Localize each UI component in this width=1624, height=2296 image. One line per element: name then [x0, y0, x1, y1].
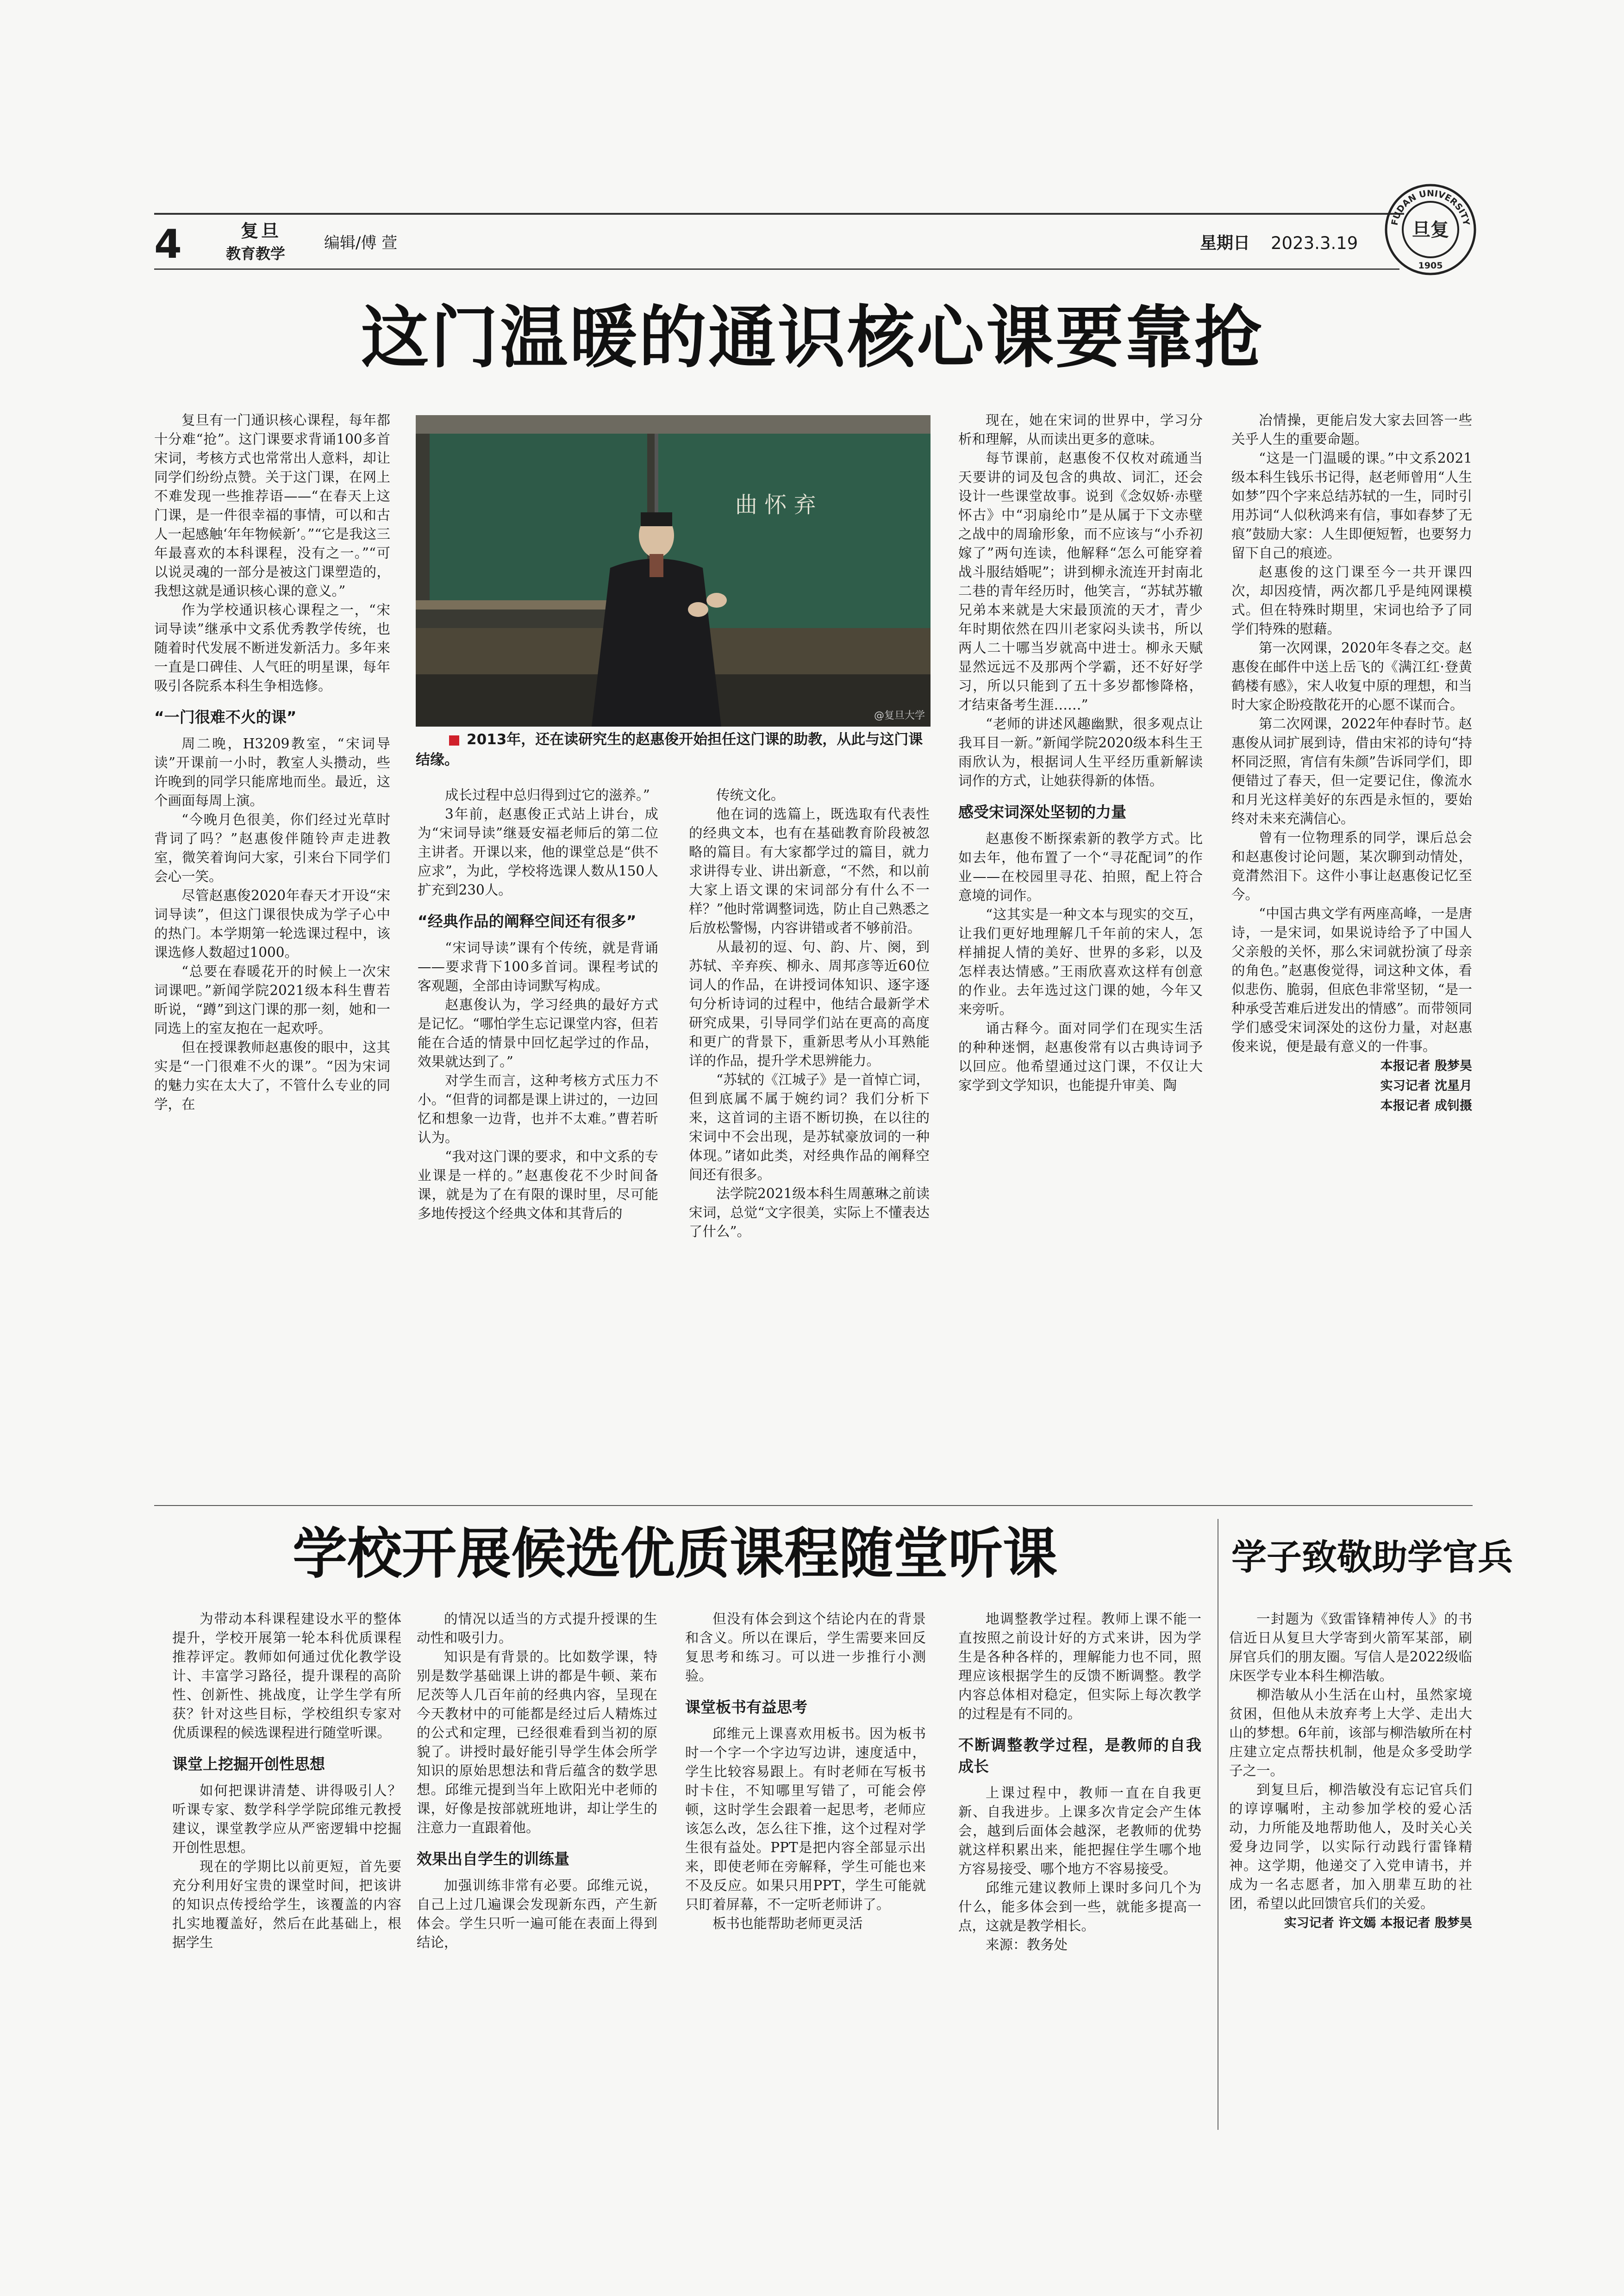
paragraph: 法学院2021级本科生周蕙琳之前读宋词，总觉“文字很美，实际上不懂表达了什么”。: [689, 1186, 930, 1239]
byline: 实习记者 许文嫣 本报记者 殷梦昊: [1284, 1916, 1472, 1930]
paragraph: 板书也能帮助老师更灵活: [712, 1916, 863, 1931]
paragraph: 作为学校通识核心课程之一，“宋词导读”继承中文系优秀教学传统，也随着时代发展不断迸发新活力。多年来一直是口碑佳、人气旺的明星课，每年吸引各院系本科生争相选修。: [154, 602, 390, 694]
photo-watermark: @复旦大学: [874, 710, 925, 722]
page-number: 4: [154, 221, 182, 268]
paper-name: 复旦: [241, 220, 282, 241]
paragraph: 知识是有背景的。比如数学课，特别是数学基础课上讲的都是牛顿、莱布尼茨等人几百年前的经典内容，呈现在今天教材中的可能都是经过后人精炼过的公式和定理，已经很难看到当初的原貌了。讲授时最好能引导学生体会所学知识的原始思想法和背后蕴含的数学思想。邱维元提到当年上欧阳光中老师的课，好像是按部就班地讲，却让学生的注意力一直跟着他。: [417, 1649, 657, 1836]
paragraph: 传统文化。: [716, 787, 785, 803]
photo-caption: [416, 729, 931, 770]
paragraph: 复旦有一门通识核心课程，每年都十分难“抢”。这门课要求背诵100多首宋词，考核方式也常常出人意料，却让同学们纷纷点赞。关于这门课，在网上不难发现一些推荐语——“在春天上这门课，是一件很幸福的事情，可以和古人一起感触‘年年物候新’。”“它是我这三年最喜欢的本科课程，没有之一。”“可以说灵魂的一部分是被这门课塑造的，我想这就是通识核心课的意义。”: [154, 412, 390, 599]
article-2-headline: 学校开展候选优质课程随堂听课: [292, 1521, 1057, 1586]
article-2-col-3: [685, 1610, 926, 1933]
subheading: “一门很难不火的课”: [154, 708, 297, 726]
logo-ring-text: FUDAN UNIVERSITY: [1389, 188, 1472, 226]
page-header: [0, 0, 1624, 278]
paragraph: 到复旦后，柳浩敏没有忘记官兵们的谆谆嘱咐，主动参加学校的爱心活动，力所能及地帮助他人，及时关心关爱身边同学，以实际行动践行雷锋精神。这学期，他递交了入党申请书，并成为一名志愿者，加入朋辈互助的社团，希望以此回馈官兵们的关爱。: [1229, 1782, 1472, 1911]
paragraph: 第二次网课，2022年仲春时节。赵惠俊从词扩展到诗，借由宋祁的诗句“持杯同泛照，宵信有朱颜”告诉同学们，即便错过了春天，但一定要记住，像流水和月光这样美好的东西是永恒的，要始终对未来充满信心。: [1231, 716, 1472, 827]
paragraph: “中国古典文学有两座高峰，一是唐诗，一是宋词，如果说诗给予了中国人父亲般的关怀，那么宋词就扮演了母亲的角色。”赵惠俊觉得，词这种文体，看似悲伤、脆弱，但底色非常坚韧，“是一种承受苦难后迸发出的情感”。而带领同学们感受宋词深处的这份力量，对赵惠俊来说，便是最有意义的一件事。: [1231, 906, 1472, 1054]
caption-marker-icon: [449, 735, 459, 746]
article-1-col-2: [418, 786, 658, 1223]
paragraph: 如何把课讲清楚、讲得吸引人？听课专家、数学科学学院邱维元教授建议，课堂教学应从严密逻辑中挖掘开创性思想。: [172, 1783, 401, 1855]
byline: 本报记者 殷梦昊: [1380, 1059, 1472, 1073]
article-3-col-1: [1229, 1610, 1472, 1933]
paragraph: “这是一门温暖的课。”中文系2021级本科生钱乐书记得，赵老师曾用“人生如梦”四个字来总结苏轼的一生，同时引用苏词“人似秋鸿来有信，事如春梦了无痕”鼓励大家：人生即便短暂，也要努力留下自己的痕迹。: [1231, 450, 1472, 561]
paragraph: 地调整教学过程。教师上课不能一直按照之前设计好的方式来讲，因为学生是各种各样的，理解能力也不同，照理应该根据学生的反馈不断调整。教学内容总体相对稳定，但实际上每次教学的过程是有不同的。: [958, 1611, 1201, 1722]
paragraph: 但在授课教师赵惠俊的眼中，这其实是“一门很难不火的课”。“因为宋词的魅力实在太大了，不管什么专业的同学，在: [154, 1039, 390, 1112]
article-1-headline: 这门温暖的通识核心课要靠抢: [361, 299, 1264, 377]
subheading: “经典作品的阐释空间还有很多”: [418, 912, 637, 930]
article-1-col-4: [958, 411, 1203, 1095]
paragraph: 一封题为《致雷锋精神传人》的书信近日从复旦大学寄到火箭军某部，刷屏官兵们的朋友圈。写信人是2022级临床医学专业本科生柳浩敏。: [1229, 1611, 1472, 1684]
paragraph: 邱维元建议教师上课时多问几个为什么，能多体会到一些，就能多提高一点，这就是教学相长。: [958, 1880, 1201, 1934]
paragraph: 的情况以适当的方式提升授课的生动性和吸引力。: [417, 1611, 657, 1646]
paragraph: 但没有体会到这个结论内在的背景和含义。所以在课后，学生需要来回反复思考和练习。可以进一步推行小测验。: [685, 1611, 926, 1684]
paragraph: “苏轼的《江城子》是一首悼亡词，但到底属不属于婉约词？我们分析下来，这首词的主语不断切换，在以往的宋词中不会出现，是苏轼豪放词的一种体现。”诸如此类，对经典作品的阐释空间还有很多。: [689, 1072, 930, 1182]
byline: 实习记者 沈星月: [1380, 1079, 1472, 1093]
paragraph: 尽管赵惠俊2020年春天才开设“宋词导读”，但这门课很快成为学子心中的热门。本学期第一轮选课过程中，该课选修人数超过1000。: [154, 888, 390, 960]
article-3-headline: 学子致敬助学官兵: [1231, 1537, 1513, 1578]
article-2-col-1: [172, 1610, 401, 1952]
paragraph: 从最初的逗、句、韵、片、阕，到苏轼、辛弃疾、柳永、周邦彦等近60位词人的作品，在讲授词体知识、逐字逐句分析诗词的过程中，他结合最新学术研究成果，引导同学们站在更高的高度和更广的背景下，重新思考从小耳熟能详的作品，提升学术思辨能力。: [689, 939, 930, 1069]
logo-center-text: 旦复: [1412, 219, 1449, 241]
paragraph: 周二晚，H3209教室，“宋词导读”开课前一小时，教室人头攒动，些许晚到的同学只能席地而坐。最近，这个画面每周上演。: [154, 736, 390, 809]
board-text: 曲 怀 弃: [735, 492, 816, 518]
paragraph: 上课过程中，教师一直在自我更新、自我进步。上课多次肯定会产生体会，越到后面体会越深，老教师的优势就这样积累出来，能把握住学生哪个地方容易接受、哪个地方不容易接受。: [958, 1785, 1201, 1877]
paragraph: “老师的讲述风趣幽默，很多观点让我耳目一新。”新闻学院2020级本科生王雨欣认为，根据词人生平经历重新解读词作的方式，让她获得新的体悟。: [958, 716, 1203, 789]
paragraph: 柳浩敏从小生活在山村，虽然家境贫困，但他从未放弃考上大学、走出大山的梦想。6年前，该部与柳浩敏所在村庄建立定点帮扶机制，他是众多受助学子之一。: [1229, 1687, 1472, 1779]
paragraph: “这其实是一种文本与现实的交互，让我们更好地理解几千年前的宋人，怎样捕捉人情的美好、世界的多彩，以及怎样表达情感。”王雨欣喜欢这样有创意的作业。去年选过这门课的她，今年又来旁听。: [958, 907, 1203, 1017]
issue-date: 2023.3.19: [1271, 233, 1358, 253]
byline: 本报记者 成钊摄: [1380, 1099, 1472, 1113]
paragraph: 邱维元上课喜欢用板书。因为板书时一个字一个字边写边讲，速度适中，学生比较容易跟上。有时老师在写板书时卡住，不知哪里写错了，可能会停顿，这时学生会跟着一起思考，老师应该怎么改，怎么往下推，这个过程对学生很有益处。PPT是把内容全部显示出来，即使老师在旁解释，学生可能也来不及反应。如果只用PPT，学生可能就只盯着屏幕，不一定听老师讲了。: [685, 1726, 926, 1912]
paragraph: 第一次网课，2020年冬春之交。赵惠俊在邮件中送上岳飞的《满江红·登黄鹤楼有感》，宋人收复中原的理想，和当时大家企盼疫散花开的心愿不谋而合。: [1231, 640, 1472, 713]
logo-year: 1905: [1418, 261, 1443, 271]
paragraph: 对学生而言，这种考核方式压力不小。“但背的词都是课上讲过的，一边回忆和想象一边背，也并不太难。”曹若昕认为。: [418, 1073, 658, 1145]
paragraph: 冶情操，更能启发大家去回答一些关乎人生的重要命题。: [1231, 412, 1472, 447]
subheading: 课堂上挖掘开创性思想: [172, 1755, 325, 1773]
paragraph: 赵惠俊不断探索新的教学方式。比如去年，他布置了一个“寻花配词”的作业——在校园里寻花、拍照，配上符合意境的词作。: [958, 831, 1203, 903]
paragraph: 3年前，赵惠俊正式站上讲台，成为“宋词导读”继聂安福老师后的第二位主讲者。开课以来，他的课堂总是“供不应求”，为此，学校将选课人数从150人扩充到230人。: [418, 806, 658, 898]
caption-text: 2013年，还在读研究生的赵惠俊开始担任这门课的助教，从此与这门课结缘。: [416, 731, 923, 768]
paragraph: “今晚月色很美，你们经过光草时背词了吗？”赵惠俊伴随铃声走进教室，微笑着询问大家，引来台下同学们会心一笑。: [154, 812, 390, 884]
article-1-col-5: [1231, 411, 1472, 1116]
paragraph: 现在的学期比以前更短，首先要充分利用好宝贵的课堂时间，把该讲的知识点传授给学生，该覆盖的内容扎实地覆盖好，然后在此基础上，根据学生: [172, 1859, 401, 1950]
subheading: 不断调整教学过程，是教师的自我成长: [958, 1736, 1201, 1775]
article-1-col-3: [689, 786, 930, 1241]
article-1-photo: [416, 415, 931, 727]
paragraph: 诵古释今。面对同学们在现实生活的种种迷惘，赵惠俊常有以古典诗词予以回应。他希望通过这门课，不仅让大家学到文学知识，也能提升审美、陶: [958, 1020, 1203, 1093]
paragraph: 现在，她在宋词的世界中，学习分析和理解，从而读出更多的意味。: [958, 412, 1203, 447]
subheading: 课堂板书有益思考: [685, 1698, 807, 1716]
article-2-col-4: [958, 1610, 1201, 1954]
paragraph: 曾有一位物理系的同学，课后总会和赵惠俊讨论问题，某次聊到动情处，竟潸然泪下。这件小事让赵惠俊记忆至今。: [1231, 830, 1472, 902]
article-1-col-1: [154, 411, 390, 1114]
source-line: 来源：教务处: [986, 1937, 1068, 1953]
fudan-logo: [1384, 183, 1477, 276]
subheading: 感受宋词深处坚韧的力量: [958, 803, 1126, 821]
paragraph: 他在词的选篇上，既选取有代表性的经典文本，也有在基础教育阶段被忽略的篇目。有大家都学过的篇目，就力求讲得专业、讲出新意，“不然，和以前大家上语文课的宋词部分有什么不一样？”他时常调整词选，防止自己熟悉之后放松警惕，内容讲错或者不够前沿。: [689, 806, 930, 936]
paragraph: “总要在春暖花开的时候上一次宋词课吧。”新闻学院2021级本科生曹若昕说，“蹲”到这门课的那一刻，她和一同选上的室友抱在一起欢呼。: [154, 964, 390, 1036]
paragraph: 赵惠俊的这门课至今一共开课四次，却因疫情，两次都几乎是纯网课模式。但在特殊时期里，宋词也给予了同学们特殊的慰藉。: [1231, 564, 1472, 637]
paragraph: 每节课前，赵惠俊不仅枚对疏通当天要讲的词及包含的典故、词汇，还会设计一些课堂故事。说到《念奴娇·赤壁怀古》中“羽扇纶巾”是从属于下文赤壁之战中的周瑜形象，而不应该与“小乔初嫁了”两句连读，他解释“怎么可能穿着战斗服结婚呢”；讲到柳永流连开封南北二巷的青年经历时，他笑言，“苏轼苏辙兄弟本来就是大宋最顶流的天才，青少年时期依然在四川老家闷头读书，所以两人二十哪当岁就高中进士。柳永天赋显然远远不及那两个学霸，还不好好学习，所以只能到了五十多岁都惨降格，才结束备考生涯……”: [958, 450, 1203, 713]
subheading: 效果出自学生的训练量: [417, 1850, 569, 1868]
article-2-col-2: [417, 1610, 657, 1952]
paragraph: 成长过程中总归得到过它的滋养。”: [445, 787, 650, 803]
paragraph: 为带动本科课程建设水平的整体提升，学校开展第一轮本科优质课程推荐评定。教师如何通过优化教学设计、丰富学习路径，提升课程的高阶性、创新性、挑战度，让学生学有所获？针对这些目标，学校组织专家对优质课程的候选课程进行随堂听课。: [172, 1611, 401, 1741]
paragraph: “宋词导读”课有个传统，就是背诵——要求背下100多首词。课程考试的客观题，全部由诗词默写构成。: [418, 940, 658, 994]
paragraph: “我对这门课的要求，和中文系的专业课是一样的。”赵惠俊花不少时间备课，就是为了在有限的课时里，尽可能多地传授这个经典文体和其背后的: [418, 1149, 658, 1221]
weekday: 星期日: [1200, 234, 1250, 253]
paragraph: 赵惠俊认为，学习经典的最好方式是记忆。“哪怕学生忘记课堂内容，但若能在合适的情景中回忆起学过的作品，效果就达到了。”: [418, 997, 658, 1070]
editor-credit: 编辑/傅 萱: [324, 234, 398, 252]
section-divider: [154, 1505, 1473, 1506]
section-name: 教育教学: [226, 245, 286, 262]
paragraph: 加强训练非常有必要。邱维元说，自己上过几遍课会发现新东西，产生新体会。学生只听一遍可能在表面上得到结论，: [417, 1878, 657, 1950]
